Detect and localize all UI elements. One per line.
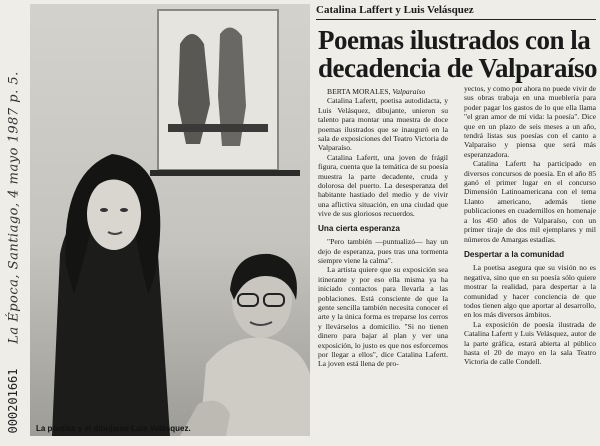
- paragraph: La artista quiere que su exposición sea itinerante y por eso ella misma ya ha iniciado contactos para llevarla a las poblaciones. Está consciente de que la gente sencilla también necesita conocer el arte y la única forma es treparse los cerros y llevárselos a domicilio. "Si no tienen dinero para bajar al plan y ver una exposición, lo justo es que nos esforcemos por llegar a ellos", dice Catalina Lafertt. La joven está llena de pro-: [318, 265, 448, 369]
- paragraph: Catalina Lafertt, una joven de frágil figura, cuenta que la temática de su poesía muestra la parte decadente, cruda y dolorosa del puerto. La desesperanza del habitante hastiado del medio y de vivir una aflictiva situación, en una ciudad que vive de sus gloriosos recuerdos.: [318, 152, 448, 219]
- subhead-comunidad: Despertar a la comunidad: [464, 249, 565, 259]
- article-photo: [30, 4, 310, 436]
- photo-illustration: [30, 4, 310, 436]
- framed-drawing: [158, 10, 278, 170]
- subhead-esperanza: Una cierta esperanza: [318, 223, 400, 233]
- handwritten-margin-note: [2, 60, 24, 344]
- header-rule: [316, 19, 596, 20]
- article-column-2: [464, 84, 596, 367]
- paragraph: yectos, y como por ahora no puede vivir de sus obras trabaja en una mueblería para poder pagar los gastos de lo que ella llama "el gran amor de mi vida: la poesía". Dice que en un plazo de seis meses a un año, tendrá listas sus poesías con el canto a Valparaíso y piensa que será más esperanzadora.: [464, 84, 596, 159]
- paragraph: La exposición de poesía ilustrada de Catalina Lafertt y Luis Velásquez, autor de la parte gráfica, estará abierta al público hasta el 20 de mayo en la sala Teatro Victoria de calle Condell.: [464, 319, 596, 367]
- article-headline: Poemas ilustrados con la decadencia de Valparaíso: [318, 25, 598, 83]
- archive-stamp-text: 000201661: [6, 368, 20, 434]
- article-header: Catalina Laffert y Luis Velásquez: [316, 4, 474, 16]
- paragraph: "Pero también —puntualizó— hay un dejo de esperanza, pues tras una tormenta siempre viene la calma".: [318, 237, 448, 265]
- margin-note-text: La Época, Santiago, 4 mayo 1987 p. 5.: [6, 71, 22, 344]
- easel-bar: [150, 170, 300, 176]
- byline-place: Valparaíso: [392, 87, 426, 96]
- photo-caption: La poetisa y el dibujante Luis Velásquez.: [36, 424, 191, 433]
- archive-stamp: [2, 360, 24, 444]
- article-column-1: [318, 87, 448, 369]
- byline: [318, 87, 448, 96]
- paragraph: Catalina Lafertt, poetisa autodidacta, y Luis Velásquez, dibujante, unieron su talento para montar una muestra de doce poemas ilustrados que se inauguró en la sala de exposiciones del Teatro Victoria de Valparaíso.: [318, 96, 448, 153]
- byline-name: BERTA MORALES,: [327, 87, 391, 96]
- poetess-face: [87, 178, 141, 250]
- paragraph: Catalina Lafertt ha participado en diversos concursos de poesía. En el año 85 ganó el primer lugar en el concurso Dimensión Latinoamericana con el tema Llanto americano, además tiene publicaciones en cuadernillos en homenaje a los 450 años de Valparaíso, con un primer tiraje de dos mil ejemplares y mil números de Amargas estadías.: [464, 159, 596, 244]
- paragraph: La poetisa asegura que su visión no es negativa, sino que en su poesía sólo quiere mostrar la realidad, para despertar a la comunidad y hacer conciencia de que todos tienen algo que aportar al desarrollo, en los más diversos ámbitos.: [464, 263, 596, 320]
